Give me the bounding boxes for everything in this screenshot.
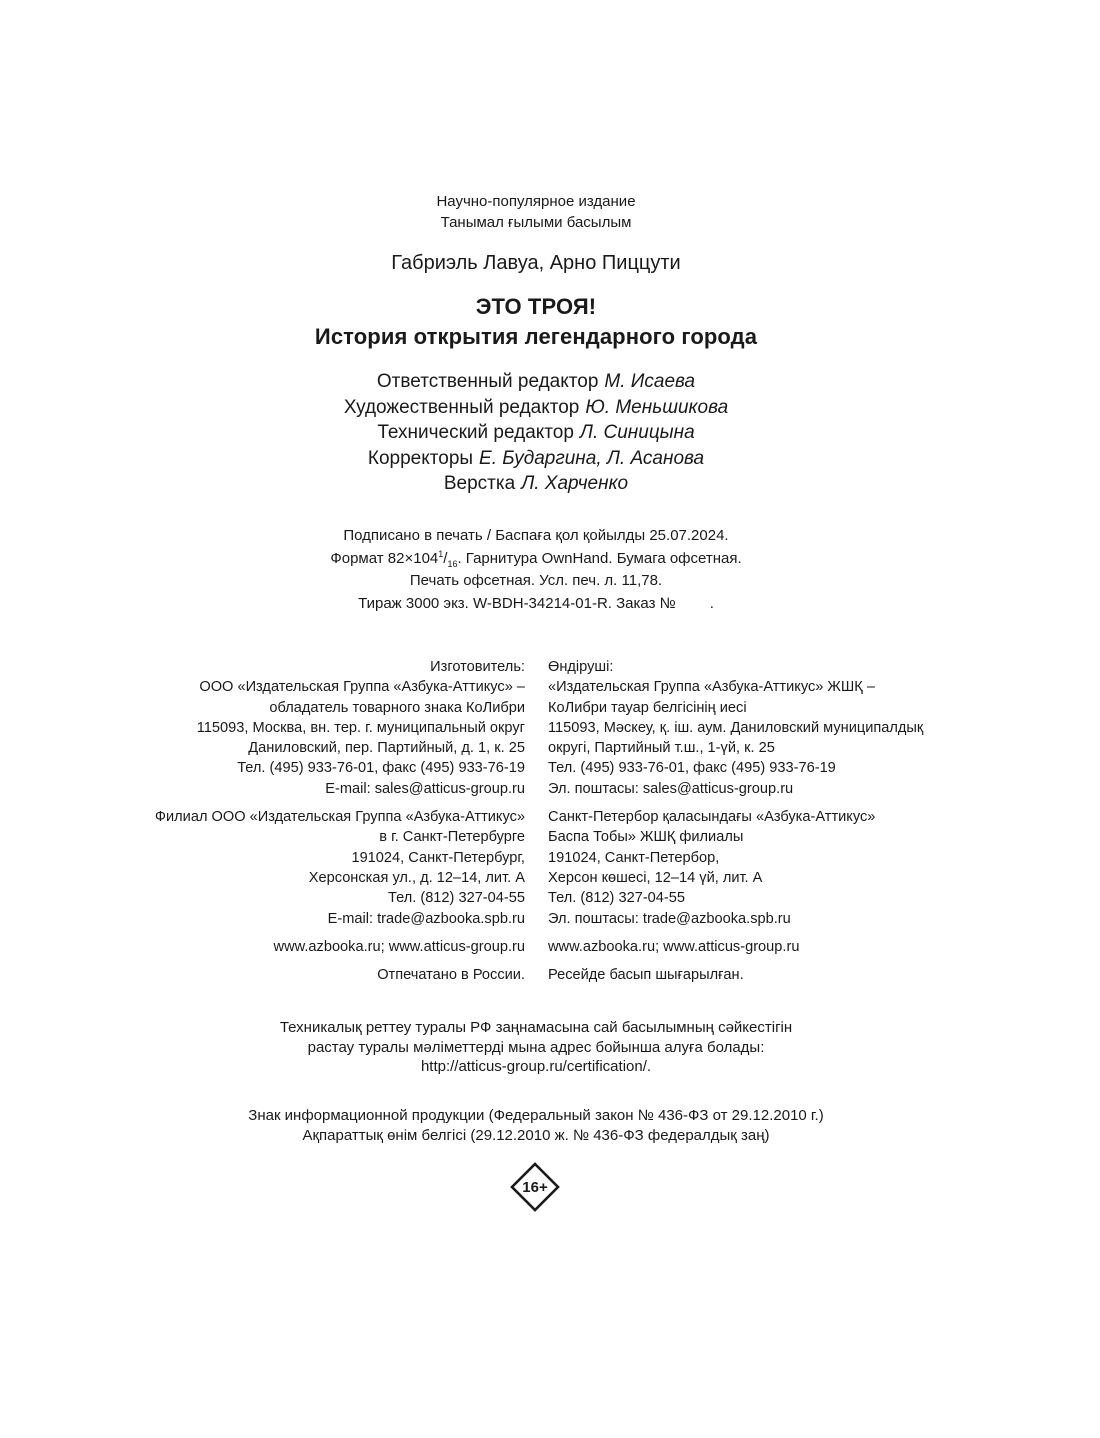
- credit-name: М. Исаева: [604, 371, 696, 392]
- print-format: Формат $82\times 104^1/_{16}$. Гарнитура OwnHand. Бумага офсетная.: [330, 548, 742, 569]
- credit-role: Технический редактор: [377, 422, 574, 443]
- credit-role: Корректоры: [367, 447, 474, 469]
- credit-row: [0, 395, 1072, 421]
- book-title: [0, 292, 1072, 352]
- branch-block: [0, 807, 1100, 929]
- certification-note: Техникалық реттеу туралы РФ заңнамасына сай басылымның сәйкестігін растау туралы мәліметтерді мына адрес бойынша алуға болады: http://atticus-group.ru/certification/.: [0, 1018, 1072, 1077]
- websites-ru: www.azbooka.ru; www.atticus-group.ru: [273, 938, 525, 955]
- title-line-1: ЭТО ТРОЯ!: [475, 294, 597, 319]
- credit-name: Л. Харченко: [521, 473, 629, 494]
- credit-name: Е. Бударгина, Л. Асанова: [479, 447, 705, 469]
- credit-row: [0, 446, 1072, 472]
- print-printing: Печать офсетная. Усл. печ. л. 11,78.: [409, 572, 663, 589]
- credit-role: Верстка: [443, 473, 516, 494]
- age-rating-label: 16+: [522, 1179, 548, 1196]
- title-line-2: История открытия легендарного города: [314, 324, 758, 349]
- publisher-columns: [0, 657, 1100, 985]
- print-info: [0, 525, 1072, 615]
- certification-link: http://atticus-group.ru/certification/.: [420, 1058, 652, 1075]
- info-sign-note: Знак информационной продукции (Федеральный закон № 436-ФЗ от 29.12.2010 г.) Ақпараттық өнім белгісі (29.12.2010 ж. № 436-ФЗ федералдық заң): [248, 1107, 824, 1144]
- printed-in-kz: Ресейде басып шығарылған.: [548, 967, 744, 984]
- genre-block: [0, 191, 1072, 233]
- manufacturer-ru: Изготовитель: ООО «Издательская Группа «Азбука-Аттикус» – обладатель товарного знака КоЛибри 115093, Москва, вн. тер. г. муниципальный округ Даниловский, пер. Партийный, д. 1, к. 25 Тел. (495) 933-76-01, факс (495) 933-76-19 E-mail: sales@atticus-group.ru: [196, 659, 525, 797]
- credit-name: Ю. Меньшикова: [585, 396, 729, 418]
- branch-ru: Филиал ООО «Издательская Группа «Азбука-Аттикус» в г. Санкт-Петербурге 191024, Санкт-Петербург, Херсонская ул., д. 12–14, лит. А Тел. (812) 327-04-55 E-mail: trade@azbooka.spb.ru: [154, 809, 525, 927]
- manufacturer-block: [0, 657, 1100, 799]
- branch-kz: Санкт-Петербор қаласындағы «Азбука-Аттикус» Баспа Тобы» ЖШҚ филиалы 191024, Санкт-Петербор, Херсон көшесі, 12–14 үй, лит. А Тел. (812) 327-04-55 Эл. поштасы: trade@azbooka.spb.ru: [548, 809, 876, 927]
- authors: Габриэль Лавуа, Арно Пиццути: [391, 252, 681, 274]
- credit-role: Ответственный редактор: [376, 371, 599, 392]
- websites-block: [0, 937, 1100, 957]
- age-rating-badge: [510, 1162, 560, 1212]
- credit-row: [0, 420, 1072, 446]
- genre-ru: Научно-популярное издание: [436, 193, 636, 210]
- manufacturer-kz: Өндіруші: «Издательская Группа «Азбука-Аттикус» ЖШҚ – КоЛибри тауар белгісінің иесі 115093, Мәскеу, қ. іш. аум. Даниловский муниципалдық округі, Партийный т.ш., 1-үй, к. 25 Тел. (495) 933-76-01, факс (495) 933-76-19 Эл. поштасы: sales@atticus-group.ru: [548, 659, 924, 797]
- print-signed: Подписано в печать / Баспаға қол қойылды 25.07.2024.: [343, 527, 729, 544]
- printed-in-block: [0, 965, 1100, 985]
- printed-in-ru: Отпечатано в России.: [377, 967, 525, 984]
- credit-row: [0, 369, 1072, 395]
- print-run: Тираж 3000 экз. W-BDH-34214-01-R. Заказ № .: [358, 594, 714, 612]
- credits-block: [0, 369, 1072, 497]
- credit-role: Художественный редактор: [343, 396, 580, 418]
- credit-row: [0, 471, 1072, 497]
- credit-name: Л. Синицына: [579, 422, 695, 443]
- genre-kz: Танымал ғылыми басылым: [440, 214, 632, 231]
- websites-kz: www.azbooka.ru; www.atticus-group.ru: [548, 938, 800, 955]
